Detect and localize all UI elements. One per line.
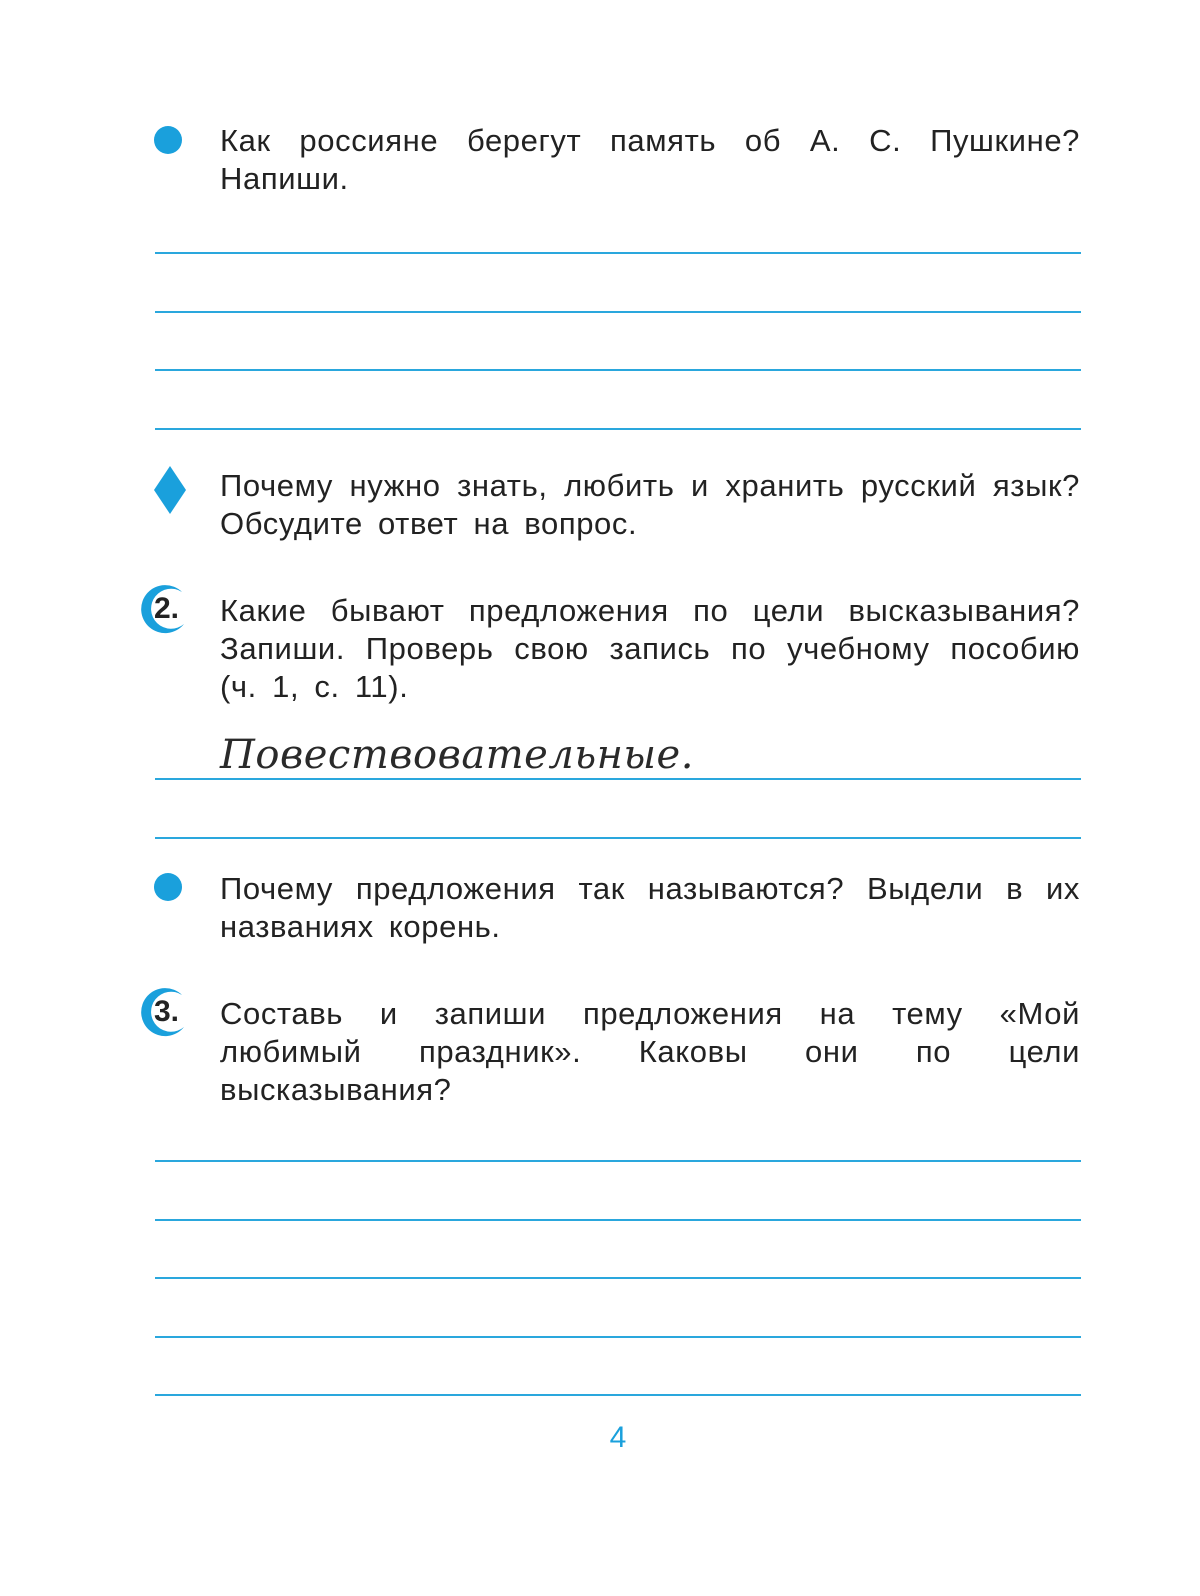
task-2-number: 2. <box>154 592 180 625</box>
task-3-number-badge <box>140 987 190 1037</box>
answer-line[interactable] <box>155 1160 1081 1162</box>
task-2-number-badge <box>140 584 190 634</box>
answer-line[interactable] <box>155 778 1081 780</box>
diamond-icon <box>154 466 186 514</box>
answer-line[interactable] <box>155 252 1081 254</box>
page-number: 4 <box>609 1421 627 1454</box>
answer-line[interactable] <box>155 428 1081 430</box>
question-2-text: Почему нужно знать, любить и хранить русский язык? Обсудите ответ на вопрос. <box>220 468 1080 541</box>
answer-line[interactable] <box>155 369 1081 371</box>
question-1-text: Как россияне берегут память об А. С. Пушкине? Напиши. <box>220 123 1080 196</box>
task-3-number: 3. <box>154 995 180 1028</box>
answer-line[interactable] <box>155 311 1081 313</box>
answer-line[interactable] <box>155 1394 1081 1396</box>
answer-line[interactable] <box>155 1336 1081 1338</box>
question-3-text: Почему предложения так называются? Выдели в их названиях корень. <box>220 871 1080 944</box>
answer-line[interactable] <box>155 837 1081 839</box>
answer-line[interactable] <box>155 1219 1081 1221</box>
task-3-text: Составь и запиши предложения на тему «Мой любимый праздник». Каковы они по цели высказывания? <box>220 996 1080 1107</box>
answer-line[interactable] <box>155 1277 1081 1279</box>
circle-icon <box>154 126 182 154</box>
circle-icon <box>154 873 182 901</box>
task-2-handwritten-answer: Повествовательные. <box>220 732 694 778</box>
task-2-text: Какие бывают предложения по цели высказывания? Запиши. Проверь свою запись по учебному пособию (ч. 1, с. 11). <box>220 593 1080 704</box>
